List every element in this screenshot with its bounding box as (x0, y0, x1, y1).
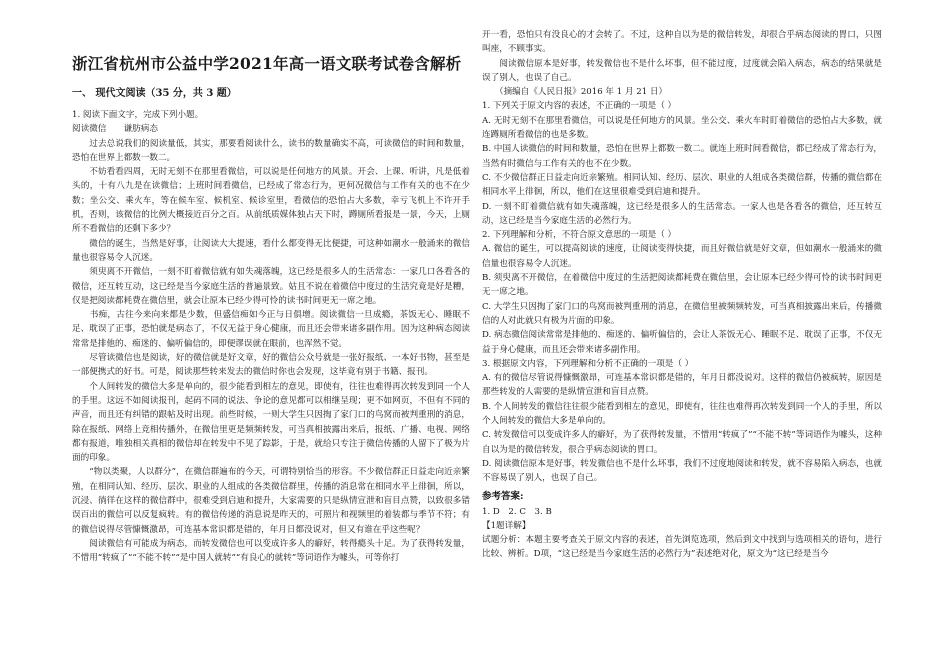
right-column (482, 0, 882, 672)
question-option: B. 须臾离不开微信，在着微信中度过的生活把阅读都耗费在微信里，会让原本已经少得可怜的读书时间更无一席之地。 (482, 273, 882, 298)
explanation-text: 试题分析：本题主要考查关于原文内容的表述，首先浏览选项，然后到文中找到与选项相关的语句，进行比较、辨析。D项，“这已经是当今家庭生活的必然行为”表述绝对化，原文为“这已经是当今 (482, 535, 882, 560)
article-paragraph: 不妨看看四周，无时无刻不在那里看微信，可以说是任何地方的风景。开会、上课、听讲，凡是低着头的，十有八九是在读微信；上班时间看微信，已经成了常态行为，更何况微信与工作有关的也不在少数；坐公交、乘火车，等在候车室、候机室、候诊室里，看微信的恐怕占大多数，幸亏飞机上不许开手机，否则，该微信的比例大概接近百分之百。从前纸质媒体独占天下时，蹲厕所看报是一景，今天，上厕所不看微信的还剩下多少？ (72, 167, 470, 235)
article-paragraph: 阅读微信有可能成为病态，而转发微信也可以变成许多人的癖好，转得瘾头十足。为了获得转发量，不惜用“转疯了”“不能不转”“是中国人就转”“有良心的就转”等词语作为噱头，可等你打 (72, 538, 470, 564)
question-stem: 2. 下列理解和分析，不符合原文意思的一项是（ ） (482, 230, 677, 241)
question-intro: 1. 阅读下面文字，完成下列小题。 (72, 110, 204, 120)
article-paragraph: “物以类聚，人以群分”，在微信群遍布的今天，可谓特别恰当的形容。不少微信群正日益走向近亲繁殖，在相同认知、经历、层次、职业的人组成的各类微信群里，传播的消息常在相同水平上徘徊，所以，沉浸、徜徉在这样的微信群中，很难受到启迪和提升，大家需要的只是纵情宣泄和盲目点赞，以致很多错误百出的微信可以反复疯转。有的微信传递的消息说是昨天的，可照片和视频里的着装都与季节不符；有的微信说得尽管慷慨激昂，可连基本常识都是错的，年月日都没说对，但又有谁在乎这些呢？ (72, 467, 470, 535)
section-heading: 一、 现代文阅读（35 分，共 3 题） (72, 88, 237, 99)
article-paragraph: 须臾离不开微信，一刻不盯着微信就有如失魂落魄，这已经是很多人的生活常态：一家几口各看各的微信，还互转互动，这已经是当今家庭生活的普遍景致。姑且不说在着微信中度过的生活究竟是好是糟，仅是把阅读都耗费在微信里，就会让原本已经少得可怜的读书时间更无一席之地。 (72, 267, 470, 306)
question-option: A. 微信的诞生，可以提高阅读的速度，让阅读变得快捷，而且好微信就是好文章，但如潮水一般涌来的微信量也很容易令人沉迷。 (482, 244, 882, 269)
document-title: 浙江省杭州市公益中学2021年高一语文联考试卷含解析 (72, 54, 462, 73)
question-option: C. 不少微信群正日益走向近亲繁殖。相同认知、经历、层次、职业的人组成各类微信群，传播的微信都在相同水平上徘徊，所以，他们在这里很难受到启迪和提升。 (482, 172, 882, 198)
question-option: D. 一刻不盯着微信就有如失魂落魄，这已经是很多人的生活常态。一家人也是各看各的微信，还互转互动，这已经是当今家庭生活的必然行为。 (482, 201, 882, 226)
article-paragraph: 过去总说我们的阅读量低，其实，那要看阅读什么，读书的数量确实不高，可读微信的时间和数量，恐怕在世界上都数一数二。 (72, 138, 470, 163)
article-paragraph: 微信的诞生，当然是好事，让阅读大大提速，看什么都变得无比便捷，可这种如潮水一般涌来的微信量也很容易令人沉迷。 (72, 238, 470, 263)
answers-line: 1. D 2. C 3. B (482, 506, 552, 517)
question-option: A. 无时无刻不在那里看微信，可以说是任何地方的风景。坐公交、乘火车时盯着微信的恐怕占大多数，就连蹲厕所看微信的也是多数。 (482, 115, 882, 141)
left-column (72, 0, 470, 672)
article-paragraph: 尽管读微信也是阅读，好的微信就是好文章，好的微信公众号就是一张好报纸、一本好书物，甚至是一部便携式的好书。可是，阅读那些转来发去的微信时你也会发现，这毕竟有别于书籍、报刊。 (72, 353, 470, 378)
article-paragraph: 个人间转发的微信大多是单向的，很少能看到相左的意见，即使有，往往也难得再次转发到同一个人的手里。这远不如阅读报刊，起码不同的说法、争论的意见都可以相继呈现；更不如网页，不但有不同的声音，而且还有纠错的跟帖及时出现。前些时候，一则大学生只因掏了家门口的鸟窝而被判重刑的消息，除在报纸、网络上竞相传播外，在微信里更是频频转发，可当真相披露出来后，报纸、广播、电视、网络都有报道，唯独相关真相的微信却在转发中不见了踪影，于是，就给只专注于微信传播的人留下了极为片面的印象。 (72, 381, 470, 464)
question-option: D. 病态微信阅读常常是排他的、痴迷的、偏听偏信的，会让人茶饭无心、睡眠不足、耽误了正事，不仅无益于身心健康，而且还会带来诸多副作用。 (482, 330, 882, 355)
question-option: C. 转发微信可以变成许多人的癖好，为了获得转发量，不惜用“转疯了”“不能不转”等词语作为噱头，这种自以为是的微信转发，很合乎病态阅读的胃口。 (482, 430, 882, 455)
question-option: B. 中国人读微信的时间和数量，恐怕在世界上都数一数二。就连上班时间看微信，都已经成了常态行为，当然有时微信与工作有关的也不在少数。 (482, 144, 882, 169)
article-paragraph: 书痴，古往今来向来都是少数，但盛信痴如今正与日俱增。阅读微信一旦成瘾，茶饭无心、睡眠不足、耽误了正事，恐怕就是病态了，不仅无益于身心健康，而且还会带来诸多副作用。因为这种病态阅读常常是排他的、痴迷的、偏听偏信的，即便谬误就在眼前，也浑然不觉。 (72, 310, 470, 349)
question-option: A. 有的微信尽管说得慷慨激昂，可连基本常识都是错的，年月日都没说对。这样的微信仍被疯转，原因是那些转发的人需要的是纵情宣泄和盲目点赞。 (482, 373, 882, 398)
question-option: B. 个人间转发的微信往往很少能看到相左的意见，即使有，往往也难得再次转发到同一个人的手里，所以个人间转发的微信大多是单向的。 (482, 401, 882, 427)
article-source: （摘编自《人民日报》2016 年 1 月 21 日） (482, 87, 668, 98)
article-paragraph: 阅读微信原本是好事，转发微信也不是什么坏事，但不能过度，过度就会陷入病态，病态的结果就是误了别人，也误了自己。 (482, 58, 882, 83)
question-option: C. 大学生只因掏了家门口的鸟窝而被判重刑的消息，在微信里被频频转发，可当真相披露出来后，传播微信的人对此就只有极为片面的印象。 (482, 301, 882, 326)
question-option: D. 阅读微信原本是好事，转发微信也不是什么坏事，我们不过度地阅读和转发，就不容易陷入病态，也就不容易误了别人，也误了自己。 (482, 458, 882, 484)
question-stem: 1. 下列关于原文内容的表述，不正确的一项是（ ） (482, 101, 677, 112)
answers-heading: 参考答案: (482, 490, 524, 502)
question-stem: 3. 根据原文内容，下列理解和分析不正确的一项是（ ） (482, 358, 694, 369)
article-paragraph: 开一看，恐怕只有没良心的才会转了。不过，这种自以为是的微信转发，却很合乎病态阅读的胃口，只图叫座，不顾事实。 (482, 30, 882, 55)
explanation-tag: 【1题详解】 (482, 520, 531, 531)
article-title: 阅读微信 谦肪病态 (72, 124, 158, 135)
